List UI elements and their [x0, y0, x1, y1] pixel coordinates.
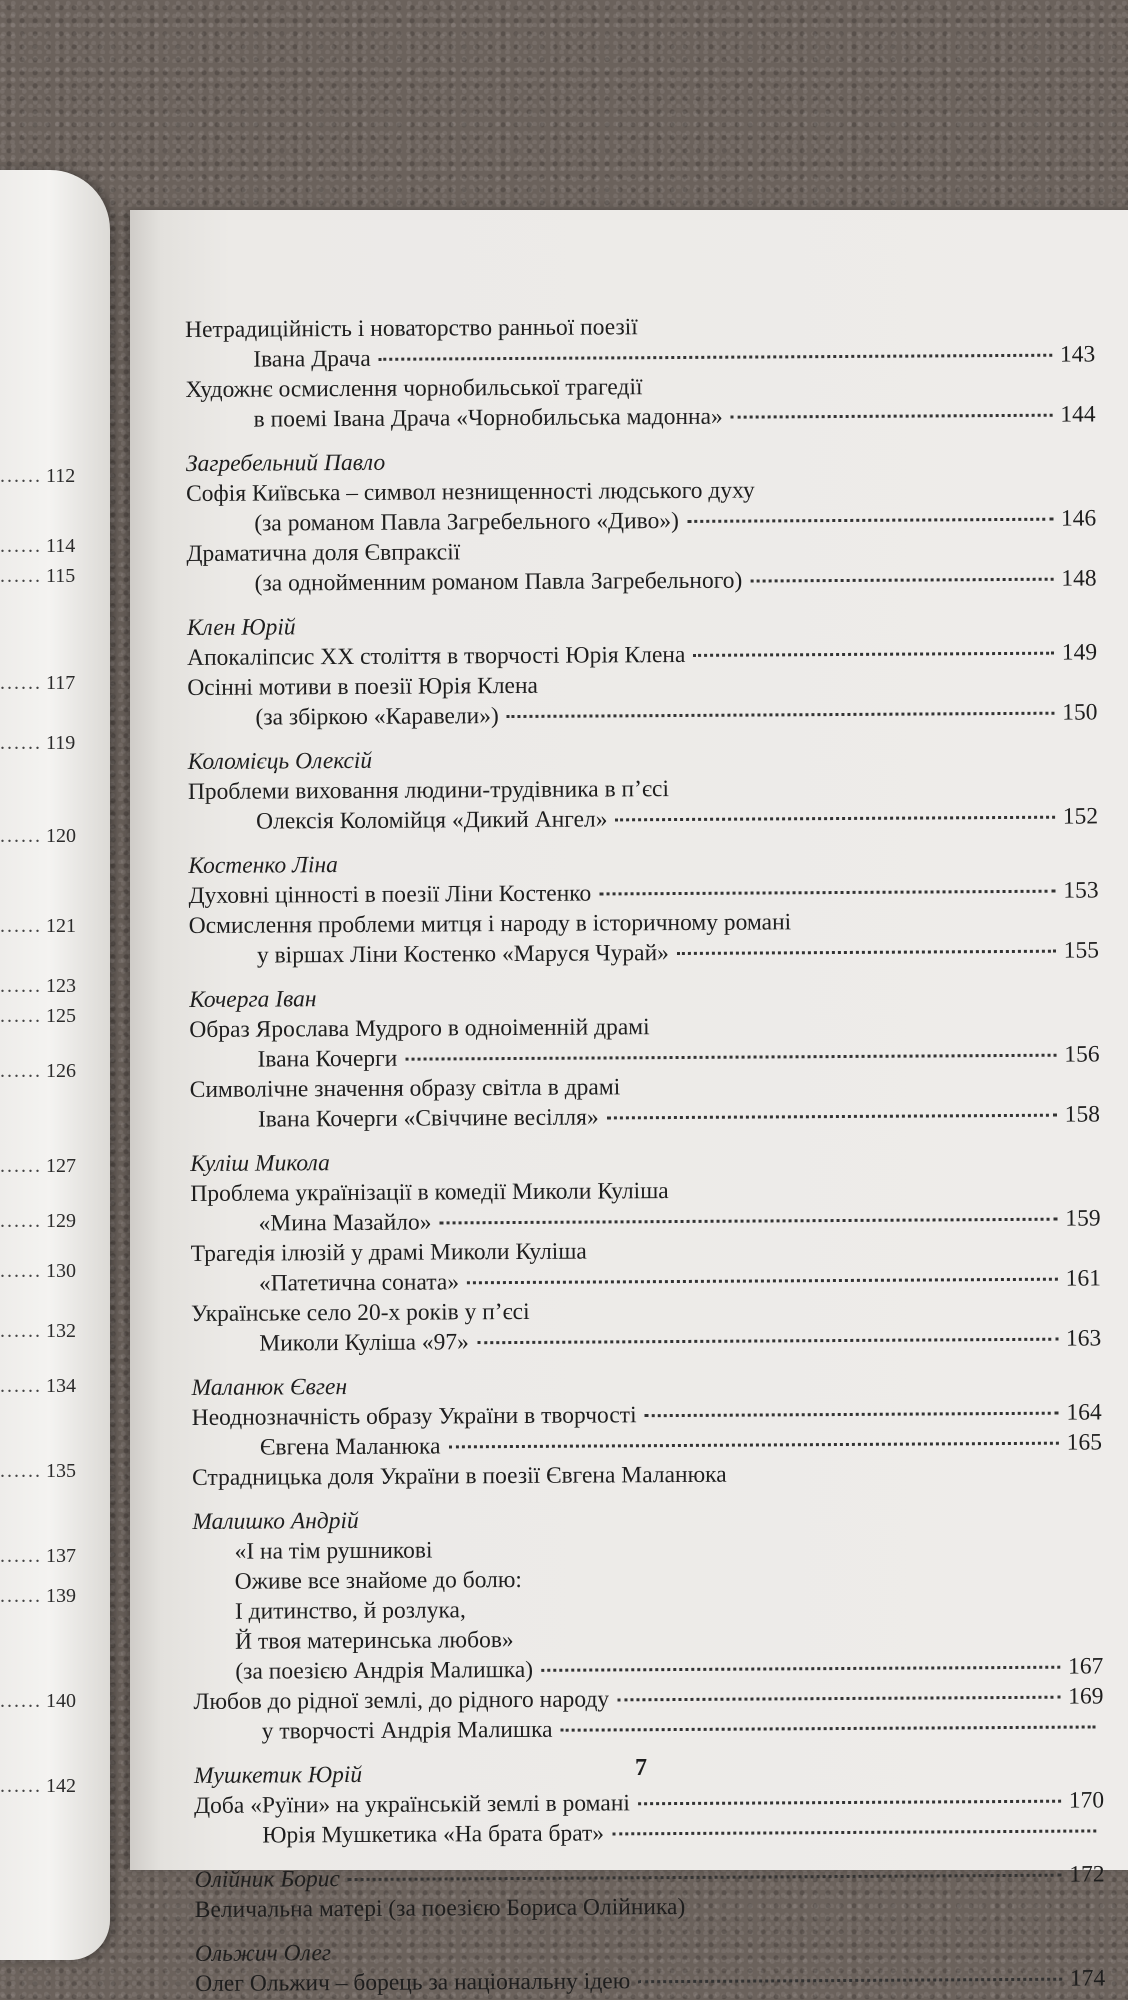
dot-leader: [750, 578, 1053, 583]
toc-author: Куліш Микола: [190, 1150, 330, 1177]
toc-line: Юрія Мушкетика «На брата брат»: [194, 1815, 1104, 1851]
toc-page-number: 153: [1063, 877, 1099, 904]
toc-author: Маланюк Євген: [191, 1374, 348, 1401]
toc-line: Івана Драча 143: [253, 341, 1096, 373]
dot-leader: [607, 1114, 1057, 1120]
left-page-entry: ...... 127: [0, 1155, 76, 1177]
toc-line: Осмислення проблеми митця і народу в історичному романі: [188, 909, 792, 939]
toc-line: у віршах Ліни Костенко «Маруся Чурай» 155: [256, 937, 1099, 969]
toc-line: (за збіркою «Каравели») 150: [255, 699, 1098, 731]
left-page-entry: ...... 137: [0, 1545, 76, 1567]
toc-line: Олексія Коломійця «Дикий Ангел» 152: [256, 803, 1099, 835]
toc-author: Мушкетик Юрій: [193, 1761, 363, 1789]
left-page-entry: ...... 130: [0, 1260, 76, 1282]
left-page-entry: ...... 112: [0, 465, 76, 487]
dot-leader: [561, 1725, 1096, 1731]
toc-line: «І на тім рушникові: [234, 1537, 433, 1565]
left-page-entry: ...... 121: [0, 915, 76, 937]
toc-line: Софія Київська – символ незнищенності людського духу: [186, 477, 755, 507]
dot-leader: [638, 1800, 1061, 1806]
dot-leader: [379, 354, 1052, 361]
dot-leader: [617, 1696, 1060, 1702]
toc-page-number: 156: [1064, 1041, 1100, 1068]
toc-page-number: 170: [1068, 1787, 1105, 1814]
toc-line: Й твоя материнська любов»: [235, 1627, 514, 1655]
dot-leader: [677, 950, 1056, 955]
dot-leader: [448, 1442, 1058, 1449]
left-page-entry: ...... 120: [0, 825, 76, 847]
dot-leader: [731, 414, 1053, 419]
toc-line: Символічне значення образу світла в драмі: [189, 1074, 621, 1103]
left-page-entry: ...... 129: [0, 1210, 76, 1232]
toc-author: Загребельний Павло: [185, 449, 386, 477]
page-number: 7: [635, 1755, 647, 1781]
toc-line: Духовні цінності в поезії Ліни Костенко 153: [188, 877, 1099, 909]
left-page-entry: ...... 126: [0, 1060, 76, 1082]
dot-leader: [687, 518, 1053, 523]
toc-line: Художнє осмислення чорнобильської трагедії: [185, 374, 643, 403]
dot-leader: [541, 1666, 1060, 1672]
toc-page-number: 174: [1069, 1965, 1106, 1992]
left-page-entry: ...... 142: [0, 1775, 76, 1797]
dot-leader: [467, 1278, 1058, 1285]
dot-leader: [599, 890, 1055, 896]
toc-page-number: 163: [1065, 1325, 1102, 1352]
toc-page-number: 144: [1060, 401, 1096, 428]
toc-page-number: 165: [1066, 1429, 1102, 1456]
dot-leader: [477, 1338, 1058, 1345]
toc-page-number: 167: [1067, 1653, 1104, 1680]
toc-line: Неоднозначність образу України в творчості 164: [191, 1399, 1102, 1431]
toc-page-number: 149: [1061, 639, 1098, 666]
toc-line: (за романом Павла Загребельного «Диво») 146: [254, 505, 1097, 537]
toc-line: Івана Кочерги 156: [257, 1041, 1100, 1073]
toc-author-name: Олійник Борис: [194, 1866, 340, 1893]
left-page-entry: ...... 134: [0, 1375, 76, 1397]
left-page-entry: ...... 132: [0, 1320, 76, 1342]
left-page-entry: ...... 119: [0, 732, 76, 754]
dot-leader: [612, 1829, 1096, 1835]
toc-author: Клен Юрій: [186, 614, 296, 641]
toc-line: Проблема українізації в комедії Миколи Куліша: [190, 1178, 669, 1207]
toc-line: (за поезією Андрія Малишка) 167: [235, 1653, 1104, 1685]
toc-line: у творчості Андрія Малишка: [194, 1711, 1104, 1747]
toc-line: Оживе все знайоме до болю:: [234, 1566, 522, 1595]
toc-line: Проблеми виховання людини-трудівника в п’єсі: [187, 776, 670, 805]
dot-leader: [638, 1978, 1062, 1984]
left-page-entry: ...... 123: [0, 975, 76, 997]
toc-line: Миколи Куліша «97» 163: [259, 1325, 1102, 1357]
toc-author: Ольжич Олег: [194, 1940, 332, 1967]
toc-page-number: 143: [1059, 341, 1096, 368]
left-page-entry: ...... 125: [0, 1005, 76, 1027]
dot-leader: [693, 652, 1053, 657]
toc-page-number: 164: [1066, 1399, 1102, 1426]
toc-line: Євгена Маланюка 165: [259, 1429, 1102, 1461]
toc-page-number: 146: [1060, 505, 1097, 532]
left-page-entry: ...... 139: [0, 1585, 76, 1607]
book-page: [130, 210, 1128, 1997]
toc-author: Кочерга Іван: [189, 986, 317, 1013]
toc-page-number: 172: [1069, 1861, 1105, 1888]
toc-line: Апокаліпсис XX століття в творчості Юрія Клена 149: [187, 639, 1098, 671]
toc-line: Страдницька доля України в поезії Євгена Маланюка: [192, 1461, 727, 1491]
toc-page-number: 155: [1063, 937, 1099, 964]
left-page-entry: ...... 117: [0, 672, 76, 694]
toc-line: «Патетична соната» 161: [258, 1265, 1101, 1297]
dot-leader: [405, 1054, 1056, 1061]
table-of-contents: [185, 309, 1105, 1999]
toc-line: І дитинство, й розлука,: [234, 1597, 466, 1625]
toc-page-number: 152: [1062, 803, 1099, 830]
toc-line: Драматична доля Євпраксії: [186, 539, 461, 567]
toc-line: Осінні мотиви в поезії Юрія Клена: [187, 672, 539, 701]
left-page-edge: [0, 170, 110, 1960]
toc-author: Костенко Ліна: [188, 852, 338, 879]
toc-line: Любов до рідної землі, до рідного народу 169: [193, 1683, 1104, 1715]
toc-page-number: 169: [1068, 1683, 1104, 1710]
toc-author: Коломієць Олексій: [187, 747, 373, 775]
toc-line: (за однойменним романом Павла Загребельного) 148: [254, 565, 1097, 597]
dot-leader: [348, 1874, 1061, 1881]
toc-line: «Мина Мазайло» 159: [258, 1205, 1101, 1237]
toc-line: Олег Ольжич – борець за національну ідею 174: [195, 1965, 1106, 1997]
left-page-entry: ...... 115: [0, 565, 76, 587]
toc-line: Нетрадиційність і новаторство ранньої поезії: [185, 314, 638, 343]
toc-line: Доба «Руїни» на українській землі в романі 170: [194, 1787, 1105, 1819]
left-page-entry: ...... 140: [0, 1690, 76, 1712]
toc-line: Українське село 20-х років у п’єсі: [191, 1298, 530, 1327]
toc-page-number: 159: [1065, 1205, 1101, 1232]
toc-page-number: 158: [1064, 1101, 1100, 1128]
dot-leader: [645, 1412, 1059, 1418]
dot-leader: [439, 1218, 1057, 1225]
left-page-entry: ...... 114: [0, 535, 76, 557]
toc-page-number: 148: [1061, 565, 1097, 592]
toc-line: Величальна матері (за поезією Бориса Олійника): [194, 1893, 686, 1923]
toc-line: Образ Ярослава Мудрого в одноіменній драмі: [189, 1014, 650, 1043]
dot-leader: [615, 816, 1054, 822]
toc-line: Трагедія ілюзій у драмі Миколи Куліша: [190, 1238, 587, 1267]
left-page-entry: ...... 135: [0, 1460, 76, 1482]
toc-line: Івана Кочерги «Свіччине весілля» 158: [257, 1101, 1100, 1133]
dot-leader: [507, 712, 1054, 718]
toc-page-number: 161: [1065, 1265, 1101, 1292]
toc-page-number: 150: [1062, 699, 1098, 726]
toc-line: в поемі Івана Драча «Чорнобильська мадонна» 144: [253, 401, 1096, 433]
toc-author: Малишко Андрій: [192, 1507, 359, 1535]
